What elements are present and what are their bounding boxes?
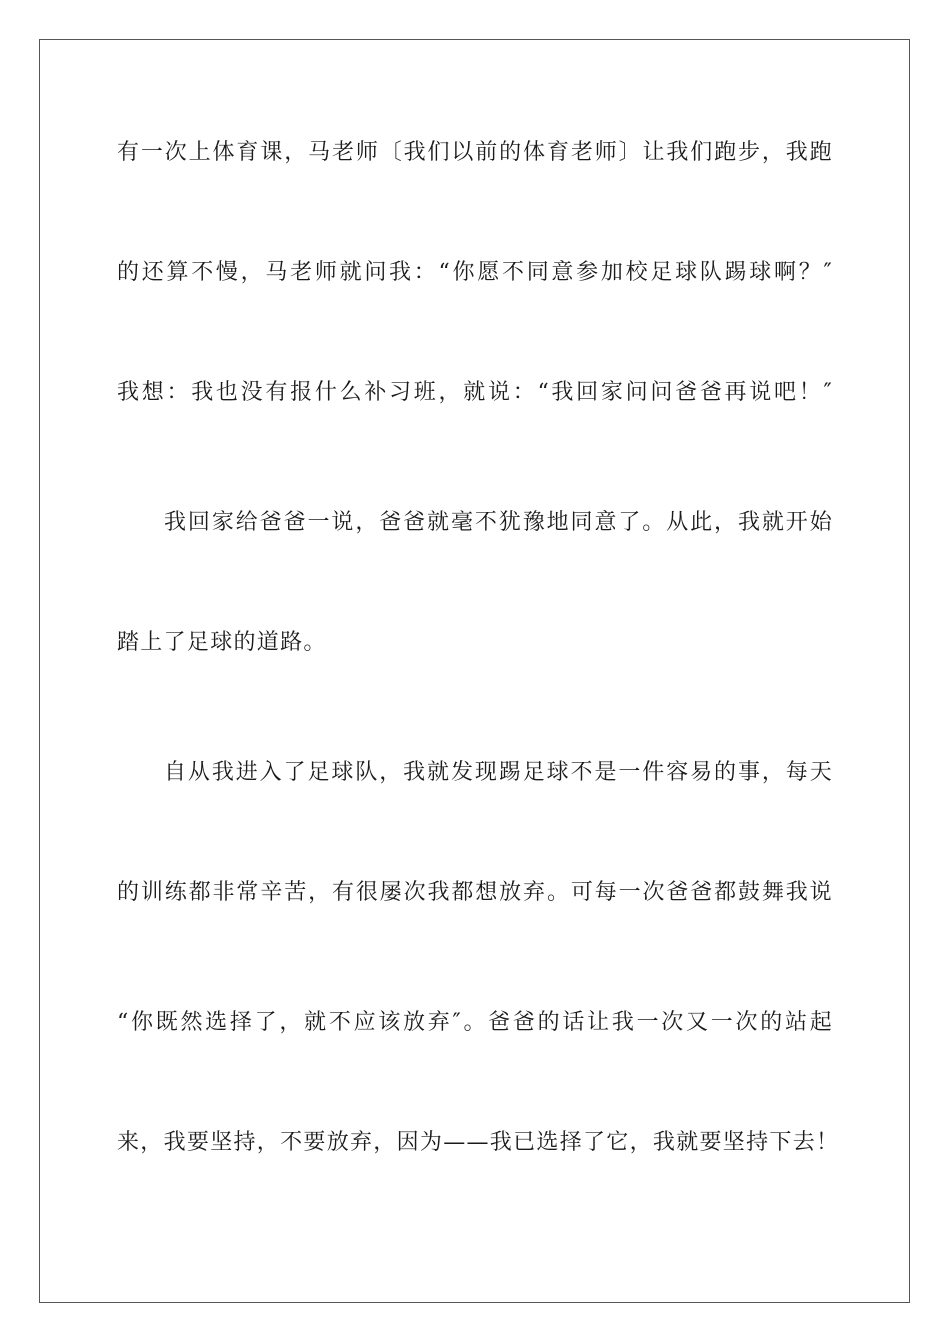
text-line-5: 踏上了足球的道路。 [117,630,327,655]
text-line-4: 我回家给爸爸一说，爸爸就毫不犹豫地同意了。从此，我就开始 [164,510,833,535]
text-line-1: 有一次上体育课，马老师〔我们以前的体育老师〕让我们跑步，我跑 [117,140,833,165]
text-line-3: 我想：我也没有报什么补习班，就说：“我回家问问爸爸再说吧！″ [117,380,833,405]
text-line-7: 的训练都非常辛苦，有很屡次我都想放弃。可每一次爸爸都鼓舞我说 [117,880,833,905]
text-line-9: 来，我要坚持，不要放弃，因为——我已选择了它，我就要坚持下去！ [117,1130,840,1155]
page-border [39,39,910,1303]
text-line-2: 的还算不慢，马老师就问我：“你愿不同意参加校足球队踢球啊？″ [117,260,833,285]
text-line-8: “你既然选择了，就不应该放弃″。爸爸的话让我一次又一次的站起 [117,1010,833,1035]
text-line-6: 自从我进入了足球队，我就发现踢足球不是一件容易的事，每天 [164,760,833,785]
